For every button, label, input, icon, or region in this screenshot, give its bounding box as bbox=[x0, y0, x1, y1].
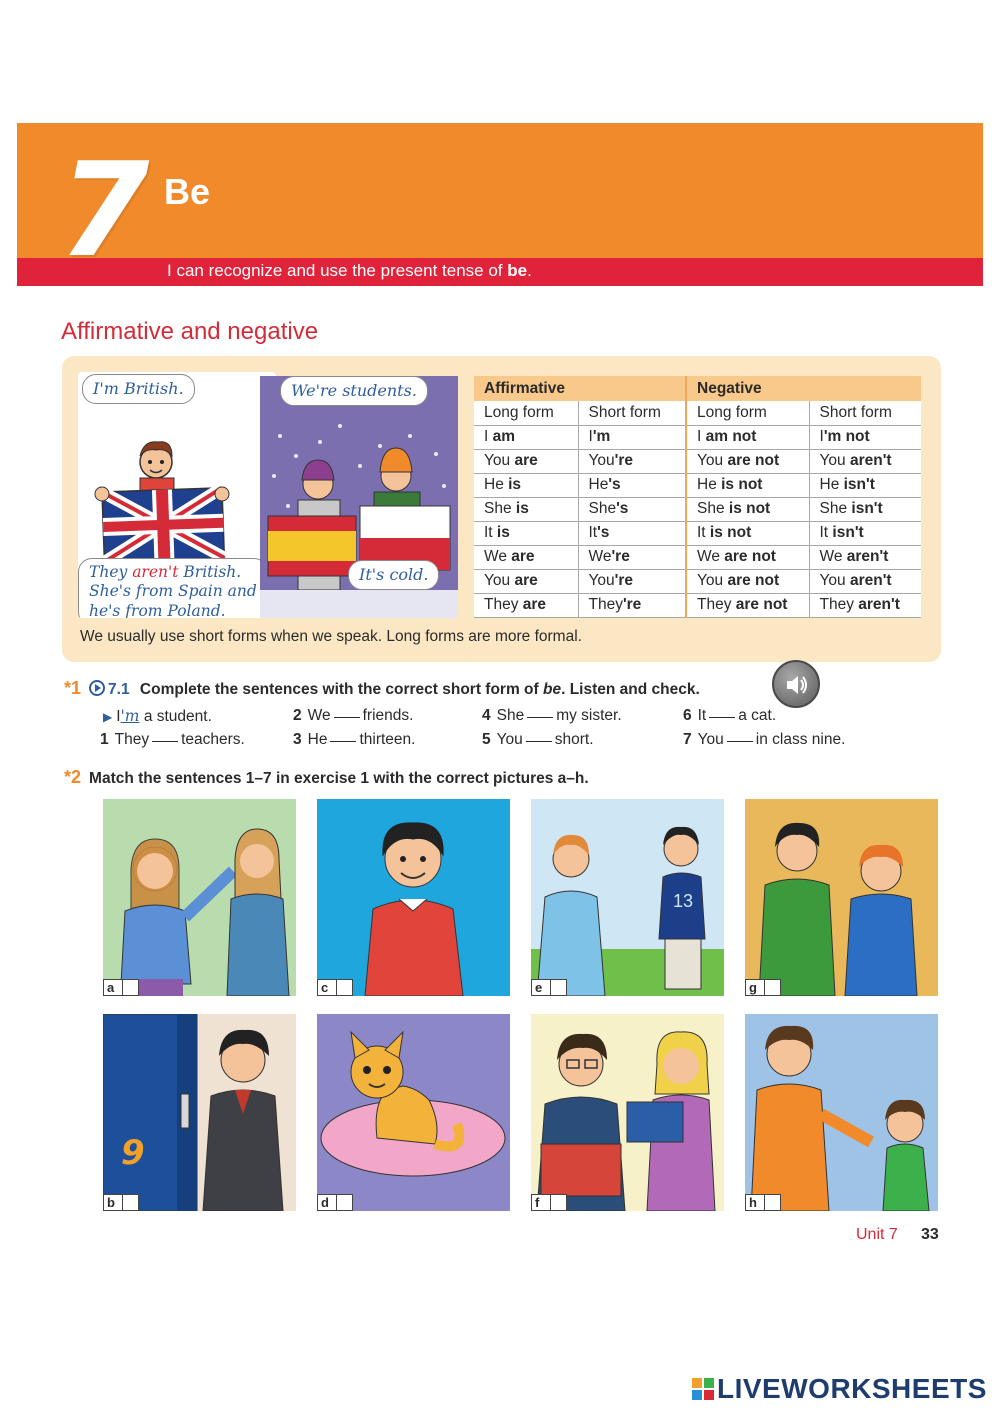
answer-box[interactable] bbox=[764, 979, 781, 996]
table-cell bbox=[686, 569, 809, 593]
audio-track-code: 7.1 bbox=[108, 681, 130, 698]
table-cell bbox=[809, 569, 921, 593]
cell-text: You bbox=[484, 572, 515, 589]
unit-header bbox=[17, 123, 983, 286]
answer-box[interactable] bbox=[764, 1194, 781, 1211]
item-rest: my sister. bbox=[556, 707, 622, 724]
cell-text: He bbox=[819, 476, 844, 493]
table-row bbox=[474, 473, 921, 497]
header-affirmative: Affirmative bbox=[474, 376, 686, 401]
two-boys-green-blue-illustration bbox=[745, 799, 938, 996]
item-number: 3 bbox=[293, 731, 302, 748]
cell-text: She bbox=[484, 500, 516, 517]
cell-text: We bbox=[697, 548, 725, 565]
bubble-line-3: he's from Poland. bbox=[89, 601, 226, 618]
cell-bold: 's bbox=[616, 500, 629, 517]
cell-bold: is not bbox=[721, 476, 763, 493]
speaker-audio-button[interactable] bbox=[772, 660, 820, 708]
table-cell bbox=[474, 425, 578, 449]
cell-text: I bbox=[484, 428, 493, 445]
table-cell bbox=[578, 473, 686, 497]
item-rest: in class nine. bbox=[755, 731, 846, 748]
exercise-item-3 bbox=[293, 731, 415, 749]
cell-text: You bbox=[588, 572, 615, 589]
cell-text: I bbox=[819, 428, 824, 445]
table-cell bbox=[578, 497, 686, 521]
table-row bbox=[474, 593, 921, 617]
cell-bold: 'm not bbox=[823, 428, 870, 445]
cell-bold: 's bbox=[597, 524, 610, 541]
cell-bold: isn't bbox=[843, 476, 875, 493]
item-number: 5 bbox=[482, 731, 491, 748]
exercise-item-5 bbox=[482, 731, 594, 749]
cell-bold: 're bbox=[614, 572, 633, 589]
exercise-item-1 bbox=[100, 731, 245, 749]
cell-text: They bbox=[697, 596, 736, 613]
picture-label bbox=[745, 1194, 781, 1211]
cell-bold: isn't bbox=[832, 524, 864, 541]
answer-box[interactable] bbox=[336, 1194, 353, 1211]
cell-bold: is bbox=[508, 476, 522, 493]
section-title: Affirmative and negative bbox=[61, 318, 319, 345]
instruction-text: Match the sentences 1–7 in exercise 1 with the correct pictures a–h. bbox=[89, 770, 589, 787]
instruction-italic: be bbox=[542, 681, 562, 698]
table-cell bbox=[809, 449, 921, 473]
exercise-item-2 bbox=[293, 707, 413, 725]
cell-text: You bbox=[484, 452, 515, 469]
cell-bold: 're bbox=[611, 548, 630, 565]
cell-bold: aren't bbox=[846, 548, 889, 565]
door-number: 9 bbox=[121, 1133, 145, 1173]
item-rest: thirteen. bbox=[359, 731, 416, 748]
table-cell bbox=[578, 569, 686, 593]
cell-text: You bbox=[588, 452, 615, 469]
table-row bbox=[474, 545, 921, 569]
exercise-2-heading bbox=[64, 767, 589, 788]
students-snow-picture bbox=[260, 376, 458, 618]
cell-bold: 's bbox=[608, 476, 621, 493]
picture-label bbox=[103, 979, 139, 996]
boy-at-door-illustration bbox=[103, 1014, 296, 1211]
goal-text: I can recognize and use the present tense of bbox=[167, 261, 508, 280]
exercise-2-number: *2 bbox=[64, 767, 82, 787]
cell-text: It bbox=[819, 524, 833, 541]
goal-suffix: . bbox=[527, 261, 532, 280]
cell-text: They bbox=[588, 596, 623, 613]
table-cell bbox=[809, 593, 921, 617]
cell-bold: are not bbox=[724, 548, 776, 565]
bubble-text: They bbox=[89, 563, 133, 581]
picture-g bbox=[745, 799, 938, 996]
table-cell bbox=[686, 473, 809, 497]
cell-text: They bbox=[819, 596, 859, 613]
subheader-cell: Long form bbox=[474, 401, 578, 425]
picture-b bbox=[103, 1014, 296, 1211]
item-number: 4 bbox=[482, 707, 491, 724]
instruction-suffix: . Listen and check. bbox=[561, 681, 700, 698]
bubble-line-2: She's from Spain and bbox=[89, 582, 257, 601]
cell-bold: are not bbox=[727, 452, 780, 469]
cat-on-cushion-illustration bbox=[317, 1014, 510, 1211]
boy-and-child-illustration bbox=[745, 1014, 938, 1211]
cell-text: I bbox=[697, 428, 706, 445]
table-cell bbox=[686, 425, 809, 449]
table-cell bbox=[809, 425, 921, 449]
two-boys-illustration bbox=[531, 799, 724, 996]
british-boy-picture bbox=[78, 372, 276, 618]
table-cell bbox=[474, 545, 578, 569]
cell-bold: are bbox=[511, 548, 535, 565]
picture-e bbox=[531, 799, 724, 996]
answer-blank[interactable] bbox=[727, 741, 753, 742]
cell-text: You bbox=[819, 452, 850, 469]
answer-blank[interactable] bbox=[527, 717, 553, 718]
table-body bbox=[474, 401, 921, 617]
liveworksheets-logo-icon bbox=[692, 1378, 714, 1400]
cell-bold: are bbox=[514, 572, 538, 589]
picture-label bbox=[531, 1194, 567, 1211]
table-cell bbox=[474, 569, 578, 593]
example-rest: a student. bbox=[139, 708, 212, 725]
item-rest: a cat. bbox=[738, 707, 777, 724]
cell-bold: is bbox=[515, 500, 529, 517]
cell-bold: am not bbox=[705, 428, 757, 445]
item-number: 6 bbox=[683, 707, 692, 724]
table-header-row bbox=[474, 376, 921, 401]
picture-label bbox=[531, 979, 567, 996]
cell-bold: 're bbox=[614, 452, 633, 469]
cell-text: You bbox=[697, 452, 728, 469]
answer-box[interactable] bbox=[122, 979, 139, 996]
answer-box[interactable] bbox=[550, 1194, 567, 1211]
cell-text: He bbox=[588, 476, 609, 493]
cell-bold: aren't bbox=[849, 452, 892, 469]
speech-bubble-they-arent bbox=[78, 558, 268, 618]
subheader-cell: Short form bbox=[809, 401, 921, 425]
picture-label bbox=[317, 979, 353, 996]
label-letter: g bbox=[749, 980, 757, 995]
answer-blank[interactable] bbox=[526, 741, 552, 742]
bubble-red-text: aren't bbox=[132, 563, 179, 581]
table-cell bbox=[474, 449, 578, 473]
label-letter: h bbox=[749, 1195, 757, 1210]
cell-bold: aren't bbox=[858, 596, 900, 613]
label-letter: c bbox=[321, 980, 329, 995]
table-row bbox=[474, 449, 921, 473]
table-cell bbox=[686, 497, 809, 521]
cell-bold: is bbox=[496, 524, 510, 541]
liveworksheets-brand bbox=[692, 1373, 987, 1405]
answer-box[interactable] bbox=[336, 979, 353, 996]
cell-bold: am bbox=[492, 428, 516, 445]
table-cell bbox=[686, 449, 809, 473]
picture-c bbox=[317, 799, 510, 996]
item-subject: We bbox=[307, 707, 331, 724]
example-arrow-icon: ▶ bbox=[103, 710, 113, 724]
instruction-text: Complete the sentences with the correct short form of bbox=[139, 681, 543, 698]
item-subject: They bbox=[114, 731, 150, 748]
page-number: 33 bbox=[921, 1226, 939, 1243]
table-cell bbox=[474, 521, 578, 545]
shirt-number: 13 bbox=[673, 891, 694, 911]
table-cell bbox=[686, 521, 809, 545]
cell-text: We bbox=[484, 548, 512, 565]
unit-goal bbox=[167, 261, 532, 281]
subheader-cell: Short form bbox=[578, 401, 686, 425]
item-rest: short. bbox=[554, 731, 594, 748]
table-subheader-row bbox=[474, 401, 921, 425]
cell-bold: is not bbox=[728, 500, 771, 517]
cell-bold: are not bbox=[735, 596, 788, 613]
boy-pointing-illustration bbox=[317, 799, 510, 996]
table-cell bbox=[474, 593, 578, 617]
table-cell bbox=[578, 449, 686, 473]
exercise-number-text: 2 bbox=[71, 767, 82, 787]
grammar-box bbox=[62, 356, 941, 662]
label-letter: d bbox=[321, 1195, 329, 1210]
audio-play-icon[interactable] bbox=[89, 680, 105, 696]
cell-text: We bbox=[819, 548, 847, 565]
exercise-item-6 bbox=[683, 707, 776, 725]
table-row bbox=[474, 497, 921, 521]
subheader-cell: Long form bbox=[686, 401, 809, 425]
be-grammar-table bbox=[474, 376, 921, 618]
item-subject: It bbox=[697, 707, 707, 724]
cell-bold: are not bbox=[727, 572, 780, 589]
table-row bbox=[474, 425, 921, 449]
item-rest: teachers. bbox=[181, 731, 245, 748]
cell-bold: aren't bbox=[849, 572, 892, 589]
cell-text: You bbox=[697, 572, 728, 589]
exercise-item-7 bbox=[683, 731, 845, 749]
cell-text: She bbox=[588, 500, 617, 517]
table-cell bbox=[686, 593, 809, 617]
picture-d bbox=[317, 1014, 510, 1211]
exercise-item-4 bbox=[482, 707, 622, 725]
example-answer: 'm bbox=[120, 707, 140, 725]
item-subject: You bbox=[496, 731, 523, 748]
cell-bold: isn't bbox=[851, 500, 883, 517]
brand-text: LIVEWORKSHEETS bbox=[717, 1373, 987, 1404]
teachers-with-books-illustration bbox=[531, 1014, 724, 1211]
table-cell bbox=[474, 473, 578, 497]
bubble-line-1 bbox=[89, 563, 257, 582]
table-cell bbox=[809, 497, 921, 521]
table-row bbox=[474, 521, 921, 545]
cell-text: It bbox=[484, 524, 497, 541]
answer-blank[interactable] bbox=[709, 717, 735, 718]
goal-bold: be bbox=[507, 261, 528, 280]
picture-label bbox=[745, 979, 781, 996]
picture-label bbox=[103, 1194, 139, 1211]
table-cell bbox=[809, 545, 921, 569]
two-women-illustration bbox=[103, 799, 296, 996]
example-sentence bbox=[103, 707, 212, 726]
cell-text: We bbox=[588, 548, 612, 565]
label-letter: f bbox=[535, 1195, 540, 1210]
exercise-1-heading bbox=[64, 678, 700, 699]
cell-bold: are bbox=[522, 596, 547, 613]
cell-text: She bbox=[819, 500, 852, 517]
table-cell bbox=[686, 545, 809, 569]
example-subject: I bbox=[116, 708, 121, 725]
item-subject: She bbox=[496, 707, 525, 724]
cell-bold: are bbox=[514, 452, 538, 469]
picture-label bbox=[317, 1194, 353, 1211]
cell-text: She bbox=[697, 500, 729, 517]
table-cell bbox=[578, 593, 686, 617]
speech-bubble-students: We're students. bbox=[280, 376, 428, 406]
table-cell bbox=[809, 521, 921, 545]
answer-box[interactable] bbox=[122, 1194, 139, 1211]
item-number: 2 bbox=[293, 707, 302, 724]
label-letter: b bbox=[107, 1195, 115, 1210]
cell-text: You bbox=[819, 572, 850, 589]
cell-text: I bbox=[588, 428, 593, 445]
answer-blank[interactable] bbox=[152, 741, 178, 742]
footer-unit: Unit 7 bbox=[856, 1226, 898, 1243]
table-cell bbox=[809, 473, 921, 497]
picture-f bbox=[531, 1014, 724, 1211]
item-subject: You bbox=[697, 731, 724, 748]
label-letter: e bbox=[535, 980, 543, 995]
speech-bubble-british: I'm British. bbox=[82, 374, 195, 404]
cell-text: They bbox=[484, 596, 523, 613]
cell-bold: 'm bbox=[592, 428, 611, 445]
item-number: 1 bbox=[100, 731, 109, 748]
picture-h bbox=[745, 1014, 938, 1211]
table-cell bbox=[474, 497, 578, 521]
header-negative: Negative bbox=[686, 376, 921, 401]
cell-bold: is not bbox=[709, 524, 752, 541]
table-row bbox=[474, 569, 921, 593]
speech-bubble-cold: It's cold. bbox=[348, 560, 439, 590]
grammar-note: We usually use short forms when we speak. Long forms are more formal. bbox=[80, 628, 582, 645]
answer-box[interactable] bbox=[550, 979, 567, 996]
cell-text: It bbox=[697, 524, 710, 541]
exercise-1-number: *1 bbox=[64, 678, 82, 698]
item-subject: He bbox=[307, 731, 328, 748]
cell-text: He bbox=[697, 476, 722, 493]
cell-text: He bbox=[484, 476, 509, 493]
exercise-number-text: 1 bbox=[71, 678, 82, 698]
picture-a bbox=[103, 799, 296, 996]
cell-text: It bbox=[588, 524, 598, 541]
table-cell bbox=[578, 425, 686, 449]
table-cell bbox=[578, 521, 686, 545]
speaker-icon bbox=[784, 672, 810, 698]
label-letter: a bbox=[107, 980, 115, 995]
cell-bold: 're bbox=[622, 596, 642, 613]
item-rest: friends. bbox=[362, 707, 414, 724]
answer-blank[interactable] bbox=[334, 717, 360, 718]
item-number: 7 bbox=[683, 731, 692, 748]
unit-title: Be bbox=[164, 171, 211, 212]
bubble-text: British. bbox=[178, 563, 242, 581]
answer-blank[interactable] bbox=[330, 741, 356, 742]
unit-number: 7 bbox=[59, 134, 150, 286]
table-cell bbox=[578, 545, 686, 569]
